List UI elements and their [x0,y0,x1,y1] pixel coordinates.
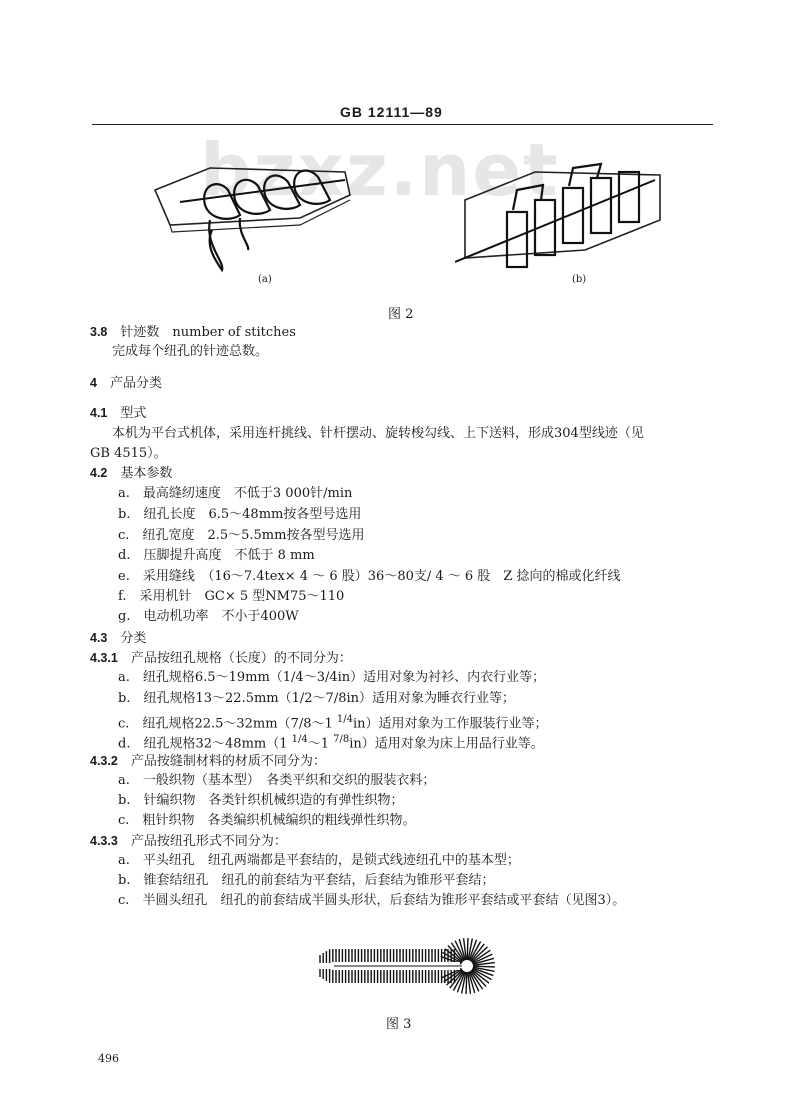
list-item [118,588,344,606]
list-text: 采用机针 GC× 5 型NM75～110 [139,589,345,604]
section-number: 4.3.2 [90,754,118,768]
section-title: 型式 [120,406,147,421]
stitch-line [466,972,467,994]
section-4-heading [90,374,162,393]
list-marker: a. [118,853,130,868]
figure2b-label: (b) [572,274,587,285]
list-text: 纽孔宽度 2.5～5.5mm按各型号选用 [142,528,365,543]
list-item [118,731,544,753]
list-marker: b. [118,873,131,888]
list-item [118,568,620,586]
list-item [118,812,415,830]
list-text: 纽孔规格22.5～32mm（7/8～1 [142,716,337,732]
list-text: 粗针织物 各类编织机械编织的粗线弹性织物。 [142,813,416,828]
list-item [118,872,495,890]
list-item [118,792,404,810]
fraction-superscript: 1/4 [291,734,308,745]
section-4-1-heading [90,404,146,423]
figure2-caption: 图 2 [388,307,414,322]
section-4-1-text-2: GB 4515）。 [90,446,167,461]
list-item [118,485,352,503]
list-item [118,772,435,790]
list-item [118,711,548,733]
list-marker: c. [118,528,130,543]
section-4-3-3-heading [90,832,287,851]
list-text: 锥套结纽孔 纽孔的前套结为平套结，后套结为锥形平套结； [143,873,495,888]
fraction-superscript: 1/4 [336,714,353,725]
section-number: 4.2 [90,466,108,480]
list-marker: a. [118,670,130,685]
list-marker: b. [118,691,131,706]
section-title: 产品按缝制材料的材质不同分为： [130,754,326,769]
list-marker: c. [118,716,130,732]
list-text: 纽孔规格13～22.5mm（1/2～7/8in）适用对象为睡衣行业等； [143,691,516,706]
section-number: 3.8 [90,325,108,339]
section-number: 4.3.1 [90,651,118,665]
figure3-caption: 图 3 [386,1017,412,1032]
section-4-3-1-heading [90,649,352,668]
list-item [118,547,315,565]
list-marker: f. [118,589,127,604]
figure2b-illustration [455,150,670,290]
section-4-2-heading [90,464,172,483]
section-number: 4 [90,376,97,390]
section-title: 产品按纽孔规格（长度）的不同分为： [130,651,352,666]
list-text: 纽孔长度 6.5～48mm按各型号选用 [143,507,362,522]
stitch-line [473,966,495,967]
list-text: ～1 [307,736,334,752]
list-marker: a. [118,486,130,501]
list-marker: b. [118,793,131,808]
list-text: in）适用对象为床上用品行业等。 [349,736,544,752]
figure3-buttonhole-illustration [312,935,502,997]
list-marker: d. [118,548,131,563]
watermark: bzxz.net [200,128,560,212]
page-number: 496 [98,1052,119,1065]
section-number: 4.1 [90,406,108,420]
section-title: 基本参数 [120,466,173,481]
list-text: 一般织物（基本型） 各类平织和交织的服装衣料； [142,773,436,788]
standard-code-header: GB 12111—89 [340,104,443,120]
fraction-superscript: 7/8 [333,734,350,745]
list-item [118,892,625,910]
section-3-8-text: 完成每个纽孔的针迹总数。 [112,344,269,359]
list-marker: c. [118,813,130,828]
section-title: 分类 [120,631,147,646]
list-text: 最高缝纫速度 不低于3 000针/min [142,486,353,501]
list-text: 压脚提升高度 不低于 8 mm [143,548,315,563]
stitch-line [467,938,468,960]
list-text: 纽孔规格32～48mm（1 [143,736,292,752]
header-rule [92,124,713,125]
section-4-1-text-1: 本机为平台式机体，采用连杆挑线、针杆摆动、旋转梭勾线、上下送料，形成304型线迹（见 [112,426,644,441]
list-text: in）适用对象为工作服装行业等； [353,716,548,732]
section-4-3-heading [90,629,146,648]
section-title: 针迹数 number of stitches [120,325,296,340]
list-marker: c. [118,893,130,908]
list-item [118,852,520,870]
list-text: 针编织物 各类针织机械织造的有弹性织物； [143,793,404,808]
list-item [118,669,545,687]
section-3-8-heading [90,323,296,342]
list-text: 电动机功率 不小于400W [143,609,299,624]
list-text: 纽孔规格6.5～19mm（1/4～3/4in）适用对象为衬衫、内衣行业等； [142,670,546,685]
list-text: 半圆头纽孔 纽孔的前套结成半圆头形状，后套结为锥形平套结或平套结（见图3）。 [142,893,626,908]
figure2a-illustration [150,150,360,275]
section-number: 4.3.3 [90,834,118,848]
list-text: 平头纽孔 纽孔两端都是平套结的，是锁式线迹纽孔中的基本型； [142,853,520,868]
list-item [118,690,515,708]
list-marker: a. [118,773,130,788]
list-text: 采用缝线 （16～7.4tex× 4 ～ 6 股）36～80支/ 4 ～ 6 股 Z 捻向的棉或化纤线 [142,569,621,584]
list-marker: d. [118,736,131,752]
list-item [118,527,364,545]
list-item [118,506,361,524]
list-item [118,608,299,626]
list-marker: g. [118,609,131,624]
list-marker: e. [118,569,130,584]
section-title: 产品按纽孔形式不同分为： [130,834,287,849]
section-number: 4.3 [90,631,108,645]
figure2a-label: (a) [258,274,272,285]
section-4-3-2-heading [90,752,326,771]
section-title: 产品分类 [109,376,162,391]
list-marker: b. [118,507,131,522]
